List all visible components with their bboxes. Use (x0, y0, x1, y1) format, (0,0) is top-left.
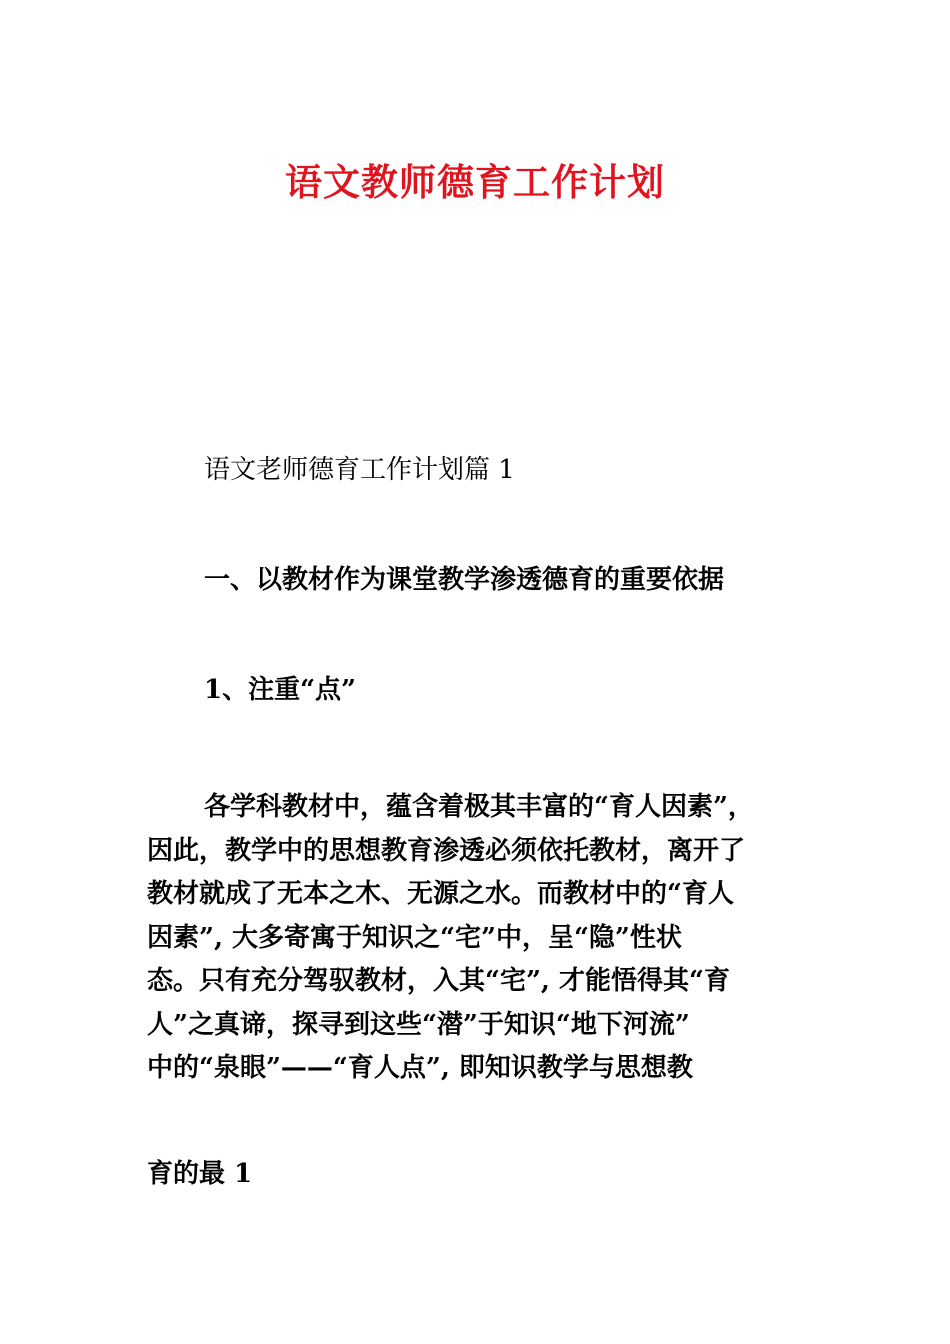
paragraph-line: 中的“泉眼”——“育人点”, 即知识教学与思想教 (147, 1053, 693, 1083)
paragraph-line: 因此，教学中的思想教育渗透必须依托教材，离开了 (147, 835, 746, 866)
sub-heading: 1、注重“点” (204, 675, 357, 705)
body-paragraph (147, 786, 807, 1091)
paragraph-line: 教材就成了无本之木、无源之水。而教材中的“育人 (147, 879, 734, 909)
paragraph-line: 各学科教材中，蕴含着极其丰富的“育人因素”， (204, 792, 754, 822)
document-subtitle: 语文老师德育工作计划篇 1 (204, 455, 515, 485)
trailing-line: 育的最 1 (147, 1159, 253, 1189)
paragraph-line: 人”之真谛，探寻到这些“潜”于知识“地下河流” (147, 1009, 690, 1040)
section-heading: 一、以教材作为课堂教学渗透德育的重要依据 (204, 565, 725, 595)
document-title: 语文教师德育工作计划 (285, 160, 665, 204)
paragraph-line: 因素”, 大多寄寓于知识之“宅”中，呈“隐”性状 (147, 922, 682, 953)
paragraph-line: 态。只有充分驾驭教材，入其“宅”, 才能悟得其“育 (147, 966, 730, 996)
